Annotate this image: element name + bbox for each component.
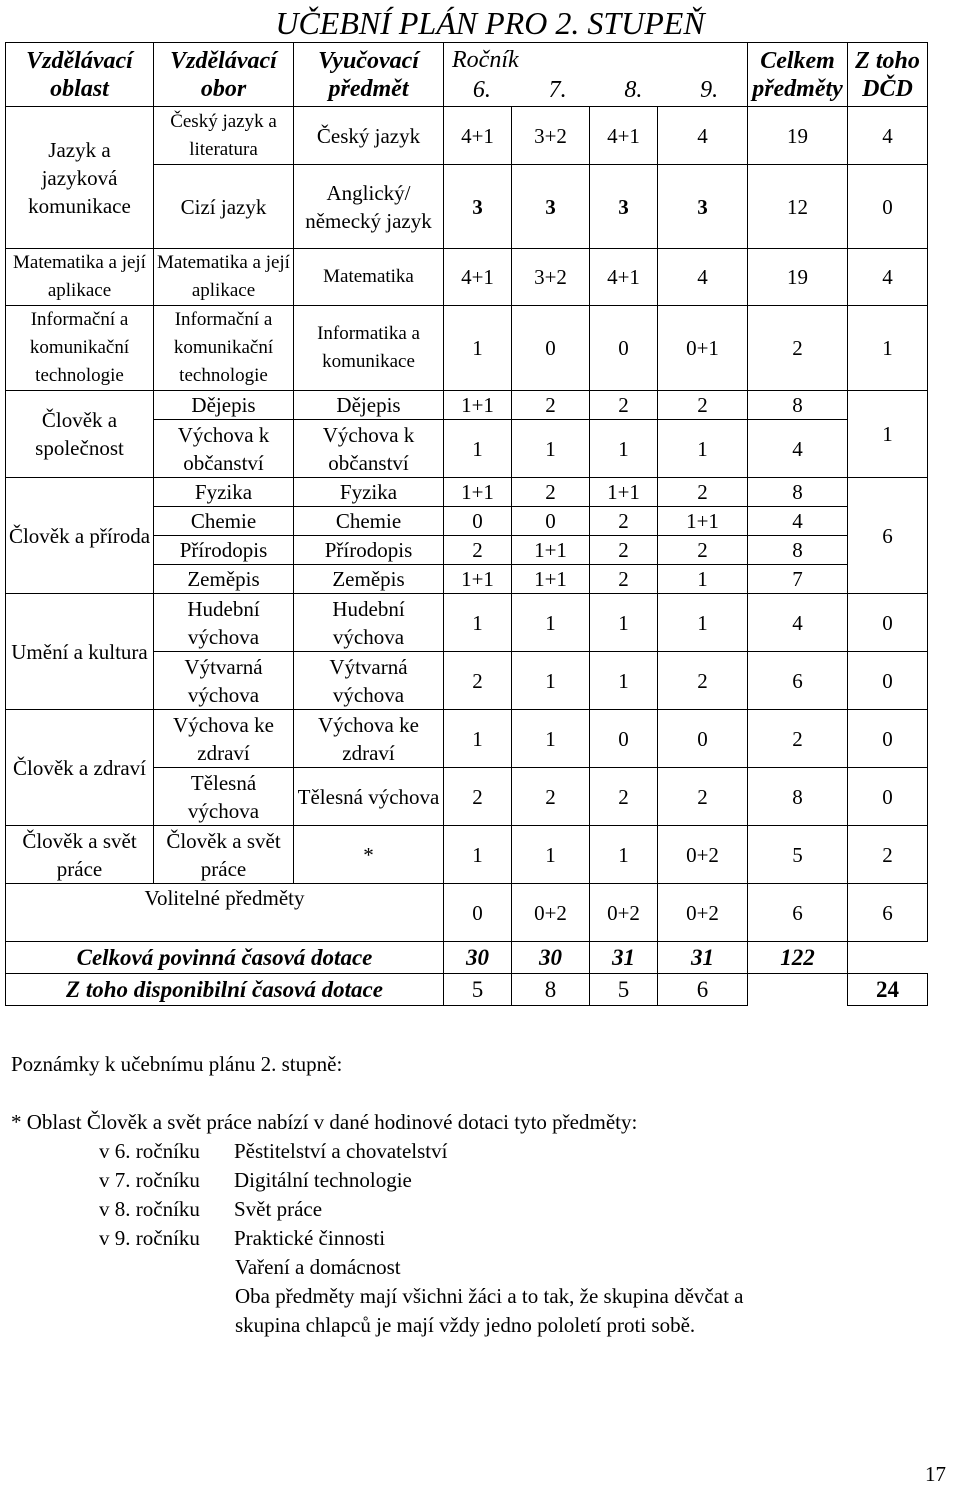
- grade-cell: 0: [444, 507, 512, 536]
- note-item-text: Pěstitelství a chovatelství: [234, 1139, 448, 1163]
- dcd-cell: 4: [848, 107, 928, 165]
- grade-cell: 2: [444, 652, 512, 710]
- obor-cell: Výchova ke zdraví: [154, 710, 294, 768]
- grade-cell: 1: [590, 594, 658, 652]
- obor-cell: Přírodopis: [154, 536, 294, 565]
- header-obor: Vzdělávací obor: [154, 43, 294, 107]
- grade-cell: 4+1: [590, 107, 658, 165]
- grade-cell: 1+1: [512, 565, 590, 594]
- note-item-label: v 7. ročníku: [99, 1168, 200, 1192]
- dcd-cell: 0: [848, 710, 928, 768]
- grade-cell: 3: [658, 165, 748, 249]
- area-informacni: Informační a komunikační technologie: [6, 306, 154, 391]
- note-item-text: Praktické činnosti: [234, 1226, 386, 1250]
- dcd-cell: 2: [848, 826, 928, 884]
- obor-cell: Člověk a svět práce: [154, 826, 294, 884]
- grade-cell: 3+2: [512, 249, 590, 306]
- grade-cell: 2: [658, 652, 748, 710]
- total-cell: 4: [748, 594, 848, 652]
- area-zdravi: Člověk a zdraví: [6, 710, 154, 826]
- grade-cell: 2: [590, 768, 658, 826]
- note-continuation: Oba předměty mají všichni žáci a to tak, že skupina děvčat a skupina chlapců je mají vždy jedno pololetí proti sobě.: [235, 1284, 744, 1337]
- grade-cell: 1: [512, 710, 590, 768]
- area-priroda: Člověk a příroda: [6, 478, 154, 594]
- obor-cell: Fyzika: [154, 478, 294, 507]
- grade-cell: 1+1: [658, 507, 748, 536]
- note-item-label: v 8. ročníku: [99, 1197, 200, 1221]
- grade-cell: 4: [658, 249, 748, 306]
- total-cell: 8: [748, 768, 848, 826]
- predmet-cell: Český jazyk: [294, 107, 444, 165]
- header-predmet: Vyučovací předmět: [294, 43, 444, 107]
- povinna-grade: 30: [444, 942, 512, 974]
- grade-cell: 2: [590, 536, 658, 565]
- obor-cell: Chemie: [154, 507, 294, 536]
- grade-cell: 1: [512, 420, 590, 478]
- page-number: 17: [925, 1462, 946, 1486]
- grade-cell: 2: [590, 391, 658, 420]
- header-oblast: Vzdělávací oblast: [6, 43, 154, 107]
- total-cell: 6: [748, 884, 848, 942]
- grade-cell: 1: [512, 826, 590, 884]
- obor-cell: Hudební výchova: [154, 594, 294, 652]
- grade-cell: 1: [444, 420, 512, 478]
- predmet-cell: Výtvarná výchova: [294, 652, 444, 710]
- povinna-grade: 30: [512, 942, 590, 974]
- predmet-cell: Zeměpis: [294, 565, 444, 594]
- grade-cell: 1+1: [444, 478, 512, 507]
- predmet-cell: Výchova ke zdraví: [294, 710, 444, 768]
- dcd-cell: 1: [848, 306, 928, 391]
- header-dcd: Z toho DČD: [848, 43, 928, 107]
- grade-cell: 1: [658, 420, 748, 478]
- obor-cell: Tělesná výchova: [154, 768, 294, 826]
- grade-cell: 4: [658, 107, 748, 165]
- disponibilni-total: 24: [848, 974, 928, 1006]
- grade-cell: 1: [658, 594, 748, 652]
- dcd-cell: 6: [848, 478, 928, 594]
- povinna-total: 122: [748, 942, 848, 974]
- grade-cell: 2: [590, 507, 658, 536]
- grade-cell: 1: [444, 306, 512, 391]
- note-item: [99, 1224, 941, 1253]
- header-celkem: Celkem předměty: [748, 43, 848, 107]
- area-spolecnost: Člověk a společnost: [6, 391, 154, 478]
- obor-cell: Český jazyk a literatura: [154, 107, 294, 165]
- grade-cell: 1: [590, 826, 658, 884]
- total-cell: 4: [748, 507, 848, 536]
- grade-cell: 0+2: [590, 884, 658, 942]
- grade-cell: 2: [658, 536, 748, 565]
- predmet-cell: Informatika a komunikace: [294, 306, 444, 391]
- obor-cell: Výtvarná výchova: [154, 652, 294, 710]
- area-jazyk: Jazyk a jazyková komunikace: [6, 107, 154, 249]
- header-grade: 7.: [548, 76, 567, 103]
- grade-cell: 2: [658, 391, 748, 420]
- grade-cell: 0: [444, 884, 512, 942]
- predmet-cell: Anglický/ německý jazyk: [294, 165, 444, 249]
- disponibilni-label: Z toho disponibilní časová dotace: [6, 974, 444, 1006]
- grade-cell: 2: [512, 478, 590, 507]
- notes-intro: * Oblast Člověk a svět práce nabízí v dané hodinové dotaci tyto předměty:: [11, 1110, 638, 1134]
- obor-cell: Matematika a její aplikace: [154, 249, 294, 306]
- header-rocnik: Ročník: [452, 46, 519, 73]
- area-svet-prace: Člověk a svět práce: [6, 826, 154, 884]
- notes-heading: Poznámky k učebnímu plánu 2. stupně:: [11, 1052, 343, 1076]
- disponibilni-grade: 8: [512, 974, 590, 1006]
- note-continuation: Vaření a domácnost: [235, 1255, 401, 1279]
- header-grade: 8.: [624, 76, 643, 103]
- grade-cell: 2: [512, 768, 590, 826]
- disponibilni-grade: 5: [590, 974, 658, 1006]
- note-item: [99, 1195, 941, 1224]
- obor-cell: Informační a komunikační technologie: [154, 306, 294, 391]
- note-item-label: v 9. ročníku: [99, 1226, 200, 1250]
- grade-cell: 2: [658, 478, 748, 507]
- obor-cell: Cizí jazyk: [154, 165, 294, 249]
- predmet-cell: Výchova k občanství: [294, 420, 444, 478]
- grade-cell: 1: [444, 710, 512, 768]
- obor-cell: Dějepis: [154, 391, 294, 420]
- note-item: [99, 1166, 941, 1195]
- grade-cell: 2: [590, 565, 658, 594]
- total-cell: 8: [748, 478, 848, 507]
- dcd-cell: 0: [848, 768, 928, 826]
- grade-cell: 2: [444, 536, 512, 565]
- grade-cell: 0: [512, 507, 590, 536]
- predmet-cell: Hudební výchova: [294, 594, 444, 652]
- grade-cell: 0+2: [658, 884, 748, 942]
- grade-cell: 4+1: [444, 107, 512, 165]
- povinna-label: Celková povinná časová dotace: [6, 942, 444, 974]
- predmet-cell: Tělesná výchova: [294, 768, 444, 826]
- grade-cell: 1+1: [444, 565, 512, 594]
- total-cell: 19: [748, 249, 848, 306]
- grade-cell: 1+1: [444, 391, 512, 420]
- predmet-cell: Chemie: [294, 507, 444, 536]
- total-cell: 5: [748, 826, 848, 884]
- notes: [11, 1050, 941, 1340]
- disponibilni-grade: 5: [444, 974, 512, 1006]
- grade-cell: 0+2: [658, 826, 748, 884]
- note-item-label: v 6. ročníku: [99, 1139, 200, 1163]
- povinna-grade: 31: [658, 942, 748, 974]
- grade-cell: 1+1: [590, 478, 658, 507]
- area-matematika: Matematika a její aplikace: [6, 249, 154, 306]
- disponibilni-grade: 6: [658, 974, 748, 1006]
- note-item-text: Svět práce: [234, 1197, 323, 1221]
- grade-cell: 2: [512, 391, 590, 420]
- grade-cell: 0+2: [512, 884, 590, 942]
- page-title: UČEBNÍ PLÁN PRO 2. STUPEŇ: [275, 5, 705, 41]
- grade-cell: 2: [658, 768, 748, 826]
- grade-cell: 1+1: [512, 536, 590, 565]
- total-cell: 2: [748, 306, 848, 391]
- total-cell: 8: [748, 391, 848, 420]
- dcd-cell: 1: [848, 391, 928, 478]
- volitelne-label: Volitelné předměty: [6, 884, 444, 942]
- grade-cell: 1: [512, 652, 590, 710]
- grade-cell: 1: [590, 652, 658, 710]
- curriculum-table: [5, 42, 928, 1006]
- obor-cell: Zeměpis: [154, 565, 294, 594]
- grade-cell: 1: [590, 420, 658, 478]
- grade-cell: 1: [512, 594, 590, 652]
- total-cell: 8: [748, 536, 848, 565]
- predmet-cell: Dějepis: [294, 391, 444, 420]
- dcd-cell: 0: [848, 652, 928, 710]
- grade-cell: 4+1: [444, 249, 512, 306]
- grade-cell: 2: [444, 768, 512, 826]
- note-item: [99, 1137, 941, 1166]
- grade-cell: 0: [658, 710, 748, 768]
- header-grade: 9.: [700, 76, 719, 103]
- dcd-cell: 0: [848, 594, 928, 652]
- povinna-grade: 31: [590, 942, 658, 974]
- note-item-text: Digitální technologie: [234, 1168, 412, 1192]
- dcd-cell: 6: [848, 884, 928, 942]
- total-cell: 12: [748, 165, 848, 249]
- area-umeni: Umění a kultura: [6, 594, 154, 710]
- predmet-cell: Matematika: [294, 249, 444, 306]
- grade-cell: 3+2: [512, 107, 590, 165]
- grade-cell: 0: [590, 306, 658, 391]
- grade-cell: 1: [658, 565, 748, 594]
- dcd-cell: 0: [848, 165, 928, 249]
- grade-cell: 0+1: [658, 306, 748, 391]
- total-cell: 6: [748, 652, 848, 710]
- grade-cell: 3: [512, 165, 590, 249]
- grade-cell: 1: [444, 594, 512, 652]
- total-cell: 19: [748, 107, 848, 165]
- dcd-cell: 4: [848, 249, 928, 306]
- total-cell: 7: [748, 565, 848, 594]
- grade-cell: 0: [512, 306, 590, 391]
- grade-cell: 3: [590, 165, 658, 249]
- predmet-cell: *: [294, 826, 444, 884]
- header-grade: 6.: [472, 76, 491, 103]
- grade-cell: 1: [444, 826, 512, 884]
- total-cell: 4: [748, 420, 848, 478]
- total-cell: 2: [748, 710, 848, 768]
- predmet-cell: Přírodopis: [294, 536, 444, 565]
- grade-cell: 4+1: [590, 249, 658, 306]
- grade-cell: 3: [444, 165, 512, 249]
- obor-cell: Výchova k občanství: [154, 420, 294, 478]
- grade-cell: 0: [590, 710, 658, 768]
- predmet-cell: Fyzika: [294, 478, 444, 507]
